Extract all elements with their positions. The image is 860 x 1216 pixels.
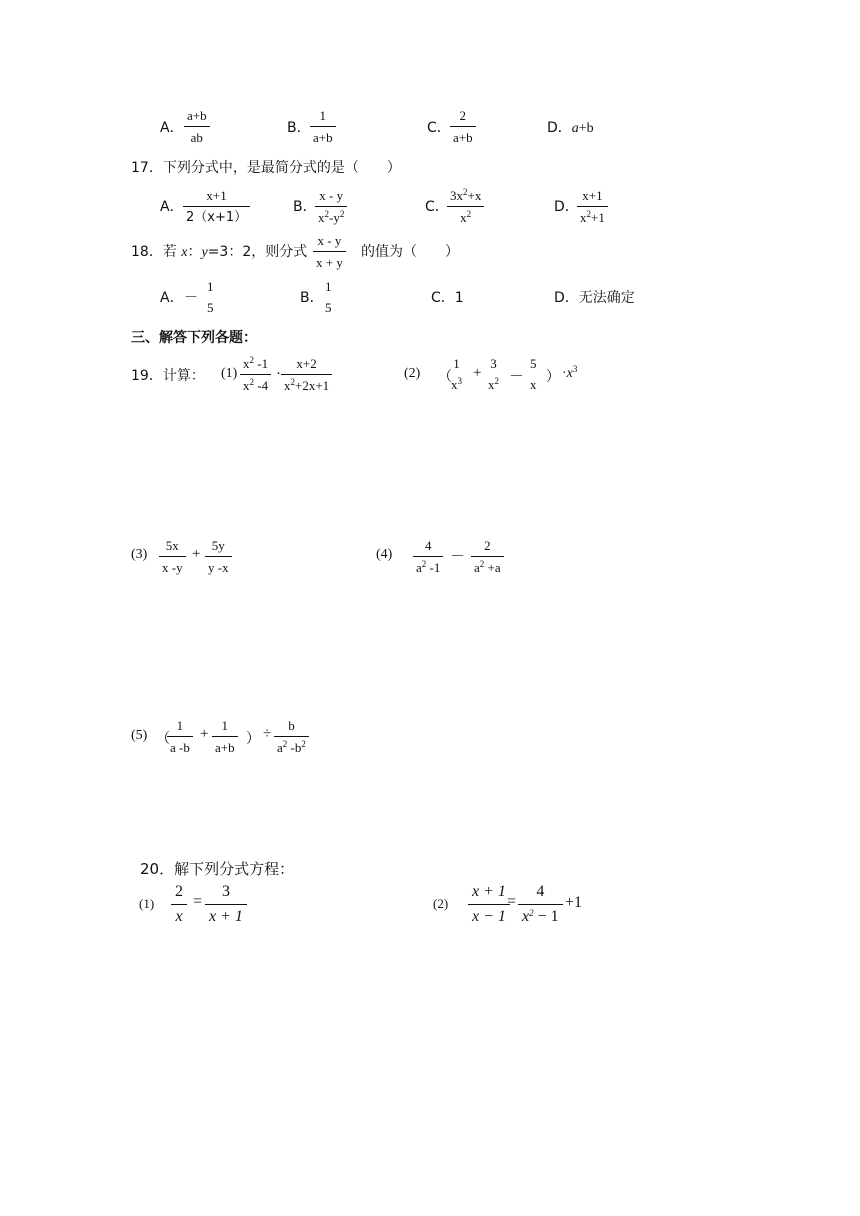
q18-stem-end: 的值为（ ） [361, 244, 459, 260]
fraction-denominator: a+b [310, 126, 336, 144]
q20-part1-label: (1) [139, 896, 155, 911]
q17-option-c-fraction [447, 189, 484, 224]
plus-one-term: +1 [565, 894, 583, 911]
q19-part5-fraction-2 [212, 719, 238, 754]
fraction-denominator: $x^2$ -4 [240, 374, 271, 392]
fraction-numerator: 2 [175, 883, 183, 900]
section-title: 三、解答下列各题： [131, 330, 257, 346]
fraction-denominator: $x^2+1$ [577, 206, 608, 224]
q16-option-a-label: A． [160, 120, 184, 136]
fraction-numerator: 3 [221, 883, 230, 900]
q16-option-b-label: B． [287, 120, 311, 136]
q18-option-b-label: B． [300, 290, 324, 306]
fraction-numerator: a+b [187, 108, 207, 123]
q18-stem: 18．若 x：y=3：2，则分式 [131, 244, 308, 260]
fraction-numerator: 3 [490, 356, 497, 371]
q16-option-b-fraction [310, 109, 336, 144]
q17-stem: 17．下列分式中，是最简分式的是（ ） [131, 160, 401, 176]
q18-option-b-fraction [322, 280, 335, 314]
q17-option-a-label: A． [160, 199, 184, 215]
fraction-numerator: b [288, 718, 295, 733]
q19-part2-label: (2) [404, 366, 421, 381]
q19-part3-label: (3) [131, 547, 148, 562]
fraction-denominator: a+b [212, 736, 238, 754]
fraction-numerator: 1 [207, 279, 214, 294]
q18-option-a-label: A． [160, 290, 184, 306]
fraction-denominator: $a^2 +a$ [471, 556, 504, 574]
equals-sign: = [193, 893, 203, 910]
fraction-denominator: 2（x+1） [183, 206, 250, 224]
fraction-numerator: 2 [459, 108, 467, 123]
left-paren: （ [156, 731, 170, 747]
minus-sign: － [184, 290, 198, 306]
q17-option-b-label: B． [293, 199, 317, 215]
q18-fraction [313, 234, 346, 269]
q19-part2-tail: $\cdot x^3$ [562, 364, 578, 381]
fraction-denominator: y -x [205, 556, 232, 574]
q17-option-d-label: D． [554, 199, 579, 215]
fraction-denominator: a -b [167, 736, 193, 754]
fraction-denominator: x − 1 [468, 904, 510, 925]
multiply-dot: · [276, 366, 281, 382]
q19-part1-label: (1) [221, 366, 238, 381]
q16-option-c-label: C． [427, 120, 451, 136]
right-paren: ） [546, 369, 560, 385]
q19-part4-label: (4) [376, 547, 393, 562]
q19-part1-fraction-1 [240, 357, 271, 392]
q19-part5-fraction-3 [274, 719, 309, 754]
q20-part2-left-fraction [468, 884, 510, 925]
fraction-numerator: x+1 [582, 188, 603, 203]
fraction-denominator: $a^2$ $-b^2$ [274, 736, 309, 754]
q18-option-a-fraction [204, 280, 217, 314]
q16-option-a-fraction [184, 109, 210, 144]
q19-part4-fraction-2 [471, 539, 504, 574]
fraction-denominator: 5 [207, 300, 214, 315]
fraction-denominator: a+b [450, 126, 476, 144]
q19-part1-fraction-2 [281, 357, 332, 392]
minus-sign: － [509, 367, 525, 385]
fraction-numerator: x + 1 [472, 883, 506, 900]
fraction-numerator: x - y [319, 188, 344, 203]
minus-sign: － [450, 547, 466, 565]
fraction-numerator: 5x [165, 538, 179, 553]
equals-sign: = [507, 893, 517, 910]
fraction-denominator: x + y [313, 251, 346, 269]
q17-option-b-fraction [315, 189, 347, 224]
q20-part1-right-fraction [205, 884, 247, 925]
left-paren: （ [438, 369, 452, 385]
q19-part2-fraction-3 [527, 357, 540, 391]
fraction-numerator: $x^2$ -1 [243, 355, 269, 371]
q17-option-c-label: C． [425, 199, 449, 215]
q17-option-d-fraction [577, 189, 608, 224]
q20-part1-left-fraction [171, 884, 187, 925]
fraction-denominator: $a^2$ -1 [413, 556, 443, 574]
variable-a: a [571, 121, 579, 136]
q19-part5-label: (5) [131, 728, 148, 743]
q19-part2-fraction-2 [485, 357, 502, 391]
right-paren: ） [246, 731, 260, 747]
divide-sign: ÷ [263, 726, 272, 742]
q19-part3-fraction-2 [205, 539, 232, 574]
q18-option-c: C．1 [431, 290, 464, 306]
option-label: D． [547, 120, 572, 136]
fraction-numerator: 2 [484, 538, 491, 553]
fraction-numerator: 1 [325, 279, 332, 294]
q16-option-c-fraction [450, 109, 476, 144]
q18-option-d: D．无法确定 [554, 290, 635, 306]
q17-option-a-fraction [183, 189, 250, 224]
q19-stem: 19．计算： [131, 368, 205, 384]
fraction-denominator: x + 1 [205, 904, 247, 925]
fraction-denominator: x [171, 904, 187, 925]
fraction-denominator: $x^3$ [451, 376, 462, 392]
fraction-denominator: x [530, 377, 537, 392]
q20-stem: 20．解下列分式方程： [140, 860, 295, 878]
fraction-numerator: x+2 [296, 356, 317, 371]
fraction-numerator: 1 [176, 718, 184, 733]
fraction-numerator: 1 [453, 356, 460, 371]
fraction-denominator: $x^2+2x+1$ [281, 374, 332, 392]
fraction-numerator: $3x^2+x$ [450, 187, 482, 203]
plus-sign: + [200, 726, 209, 742]
plus-sign: + [473, 365, 482, 381]
q19-part4-fraction-1 [413, 539, 443, 574]
fraction-denominator: $x^2$ [488, 376, 499, 392]
fraction-numerator: 4 [424, 538, 432, 553]
fraction-denominator: x -y [159, 556, 186, 574]
q20-part2-right-fraction [518, 884, 563, 925]
fraction-numerator: x - y [317, 233, 342, 248]
fraction-numerator: 5y [211, 538, 225, 553]
q19-part5-fraction-1 [167, 719, 193, 754]
fraction-numerator: 1 [221, 718, 229, 733]
fraction-numerator: 4 [536, 883, 545, 900]
fraction-denominator: $x^2 - 1$ [518, 904, 563, 925]
q19-part3-fraction-1 [159, 539, 186, 574]
fraction-denominator: 5 [325, 300, 332, 315]
fraction-numerator: x+1 [206, 188, 227, 203]
fraction-denominator: ab [184, 126, 210, 144]
fraction-denominator: $x^2$ [447, 206, 484, 224]
fraction-numerator: 5 [530, 356, 537, 371]
plus-sign: + [192, 546, 201, 562]
q16-option-d [547, 117, 594, 137]
fraction-numerator: 1 [319, 108, 327, 123]
option-text: +b [578, 121, 594, 136]
fraction-denominator: $x^2-y^2$ [315, 206, 347, 224]
q20-part2-label: (2) [433, 896, 449, 911]
q19-part2-fraction-1 [448, 357, 465, 391]
